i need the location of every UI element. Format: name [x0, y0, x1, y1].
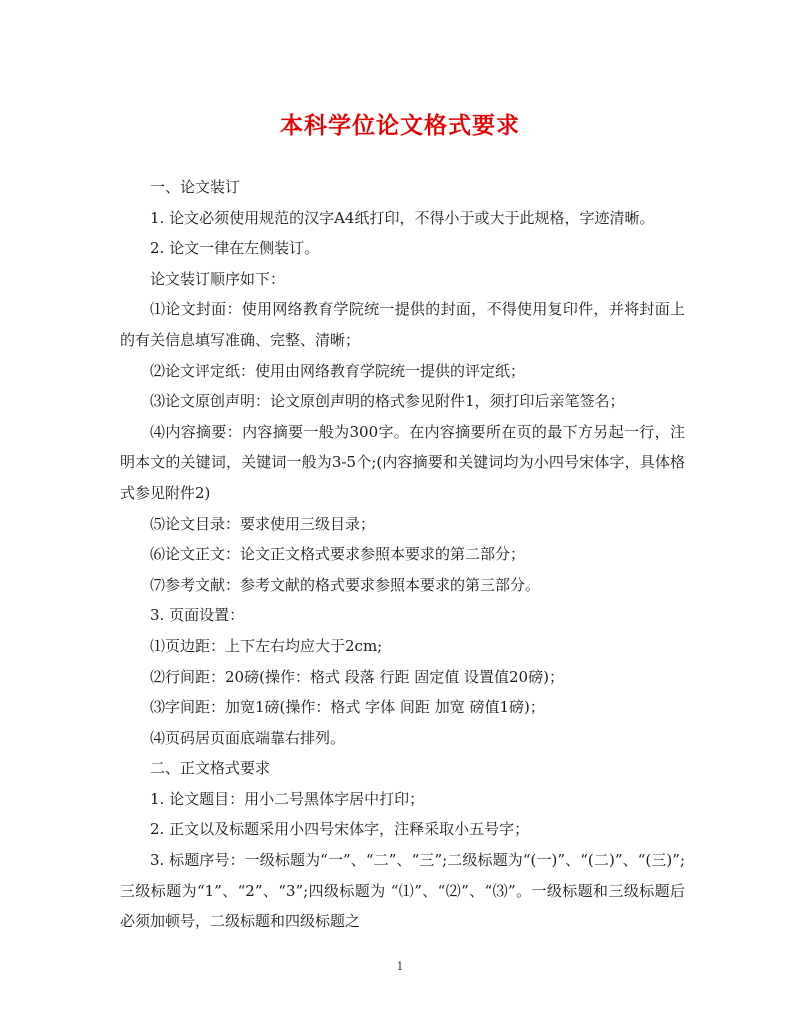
paragraph: ⑷页码居页面底端靠右排列。	[150, 728, 346, 747]
paragraph: 2. 论文一律在左侧装订。	[150, 239, 320, 258]
paragraph: ⑶论文原创声明：论文原创声明的格式参见附件1，须打印后亲笔签名；	[150, 392, 625, 411]
paragraph: 论文装订顺序如下：	[150, 269, 286, 288]
paragraph: 2. 正文以及标题采用小四号宋体字，注释采取小五号字；	[150, 820, 530, 839]
paragraph: ⑹论文正文：论文正文格式要求参照本要求的第二部分；	[150, 545, 526, 564]
paragraph: ⑺参考文献：参考文献的格式要求参照本要求的第三部分。	[150, 575, 541, 594]
paragraph: 3. 页面设置：	[150, 606, 245, 625]
paragraph: 3. 标题序号：一级标题为“一”、“二”、“三”;二级标题为“(一)”、“(二)”、“(三)”;三级标题为“1”、“2”、“3”;四级标题为 “⑴”、“⑵”、“⑶”。一级标题和三级标题后必须加顿号，二级标题和四级标题之	[120, 851, 685, 931]
paragraph: ⑵论文评定纸：使用由网络教育学院统一提供的评定纸；	[150, 361, 526, 380]
paragraph: ⑴页边距：上下左右均应大于2cm;	[150, 636, 383, 655]
section-heading-body-format: 二、正文格式要求	[150, 759, 271, 778]
paragraph: 1. 论文必须使用规范的汉字A4纸打印，不得小于或大于此规格，字迹清晰。	[150, 208, 655, 227]
paragraph: ⑸论文目录：要求使用三级目录；	[150, 514, 376, 533]
section-heading-binding: 一、论文装订	[150, 178, 241, 196]
document-title: 本科学位论文格式要求	[280, 112, 520, 139]
paragraph: ⑶字间距：加宽1磅(操作：格式 字体 间距 加宽 磅值1磅)；	[150, 698, 545, 717]
paragraph: ⑷内容摘要：内容摘要一般为300字。在内容摘要所在页的最下方另起一行，注明本文的关键词，关键词一般为3-5个;(内容摘要和关键词均为小四号宋体字，具体格式参见附件2)	[120, 422, 685, 502]
paragraph: 1. 论文题目：用小二号黑体字居中打印；	[150, 789, 425, 808]
document-body	[120, 172, 685, 937]
page-number: 1	[396, 960, 404, 973]
paragraph: ⑴论文封面：使用网络教育学院统一提供的封面，不得使用复印件，并将封面上的有关信息填写准确、完整、清晰；	[120, 300, 685, 349]
paragraph: ⑵行间距：20磅(操作：格式 段落 行距 固定值 设置值20磅)；	[150, 667, 564, 686]
